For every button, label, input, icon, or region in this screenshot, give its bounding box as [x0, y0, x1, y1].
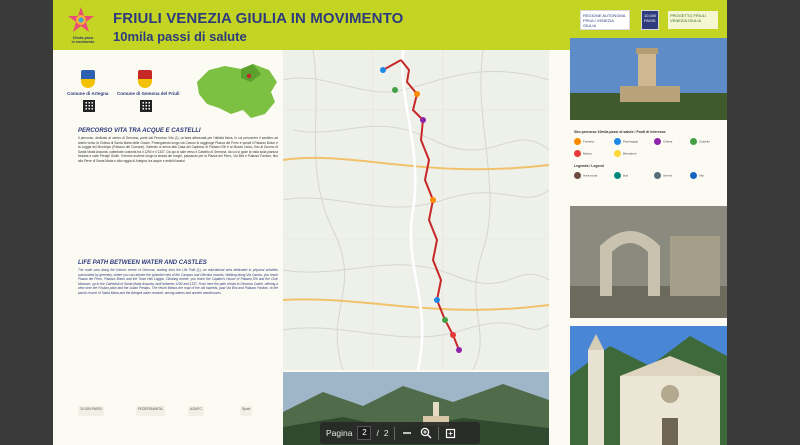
parking-icon	[614, 138, 621, 145]
info-icon	[690, 172, 697, 179]
legend-label-8: Servizi	[663, 173, 673, 178]
legend-label-0: Fontana	[583, 139, 595, 144]
legend-item-9	[690, 172, 704, 179]
legend-label-2: Chiesa	[663, 139, 673, 144]
artegna-crest-icon	[81, 70, 95, 88]
gemona-qr-code	[140, 100, 152, 112]
toolbar-divider	[394, 427, 395, 440]
right-column	[550, 38, 727, 445]
castle-tower-photo	[570, 38, 727, 120]
legend-item-0	[574, 138, 594, 145]
castle-icon	[690, 138, 697, 145]
toolbar-divider-2	[438, 427, 439, 440]
movimento-logo-caption: 10mila passi in movimento	[71, 36, 95, 44]
footer-logo-sport: Sport	[240, 406, 252, 416]
page-separator: /	[376, 428, 379, 438]
artegna-label: Comune di Artegna	[67, 91, 109, 96]
total-pages: 2	[383, 428, 389, 438]
legend-heading-poi: Sito percorso 10mila passi di salute / Punti di interesse	[574, 130, 666, 134]
legend-item-8	[654, 172, 672, 179]
left-column	[53, 50, 283, 445]
zoom-out-button[interactable]	[400, 426, 414, 440]
services-icon	[654, 172, 661, 179]
legend-label-1: Parcheggio	[623, 139, 639, 144]
legend-item-5	[614, 150, 637, 157]
movimento-star-icon	[67, 6, 95, 34]
english-section-title: LIFE PATH BETWEEN WATER AND CASTLES	[78, 260, 207, 266]
region-logo: REGIONE AUTONOMA FRIULI VENEZIA GIULIA	[580, 10, 630, 30]
rest-area-icon	[574, 172, 581, 179]
legend-label-4: Museo	[583, 151, 593, 156]
page-label: Pagina	[326, 428, 353, 438]
english-paragraph: The route runs along the historic centre of Gemona, starting from the Life Path (1), an educational area dedicated to physical activities surrounded by greenery, where you can admire the splendid view of the Campon and Glemina mounts. Walking along Via Cavour, you reach Piazza del Ferro, Palazzo Boton and the Town Hall Loggia. Climbing further, you reach the Captain's House of Palazzo Elti and the Civic Museum, up to the Cathedral of Santa Maria Assunta, built between 1290 and 1337. From here the path climbs to Gemona Castle, offering a view over the Friulian plain and the Julian Prealps. The return follows the road of the old hamlets, past Via Bini and Palazzo Fantoni, to the parish church of Santa Maria and the Artegna water channel, among waters and ancient washhouses.	[78, 268, 278, 295]
legend-item-6	[574, 172, 597, 179]
italian-section-title: PERCORSO VITA TRA ACQUE E CASTELLI	[78, 128, 201, 134]
legend-label-7: Bus	[623, 173, 629, 178]
cathedral-photo	[570, 326, 727, 445]
artegna-qr-code	[83, 100, 95, 112]
legend-label-5: Belvedere	[623, 151, 637, 156]
legend-item-7	[614, 172, 628, 179]
fit-page-icon	[445, 428, 456, 439]
legend-item-3	[690, 138, 710, 145]
passi-logo: 10.000 PASSI	[641, 10, 659, 30]
search-plus-icon	[420, 427, 432, 439]
italian-paragraph: Il percorso, dedicato al centro di Gemona, parte dal Percorso Vita (1), un'area attrezzata per l'attività fisica, in cui percorrere il sentiero ad anello verso la Chiesa di Santa Maria delle Grazie. Proseguendo lungo via Cavour si raggiunge Piazza del Ferro e quindi il Palazzo Boton e la Loggia del Municipio (Palazzo del Comune). Salendo si arriva alla Casa del Capitano di Palazzo Elti e al Museo civico, fino al Duomo di Santa Maria Assunta, cattedrale costruita tra il 1290 e il 1337. Da qui si sale verso il Castello di Gemona, da cui si gode la vista sulla pianura friulana e sulle Prealpi Giulie. Il rientro avviene lungo la strada dei borghi, passando per la Piazza del Ferro, Via Bini e Palazzo Fantoni, fino alla Pieve di Santa Maria e alla roggia di Artegna, tra acque e antichi lavatoi.	[78, 136, 278, 163]
legend-label-9: Info	[699, 173, 705, 178]
footer-logo-federsanita: FEDERSANITÀ	[136, 406, 165, 416]
route-map	[283, 50, 549, 370]
pdf-viewer-toolbar	[320, 422, 480, 444]
poster-subtitle: 10mila passi di salute	[113, 29, 247, 44]
page-number-input[interactable]: 2	[357, 426, 371, 440]
stone-arch-photo	[570, 206, 727, 318]
poster-sheet	[53, 0, 727, 445]
footer-logo-passi: 10.000 PASSI	[78, 406, 104, 416]
footer-logos	[78, 406, 278, 418]
legend-label-6: Area sosta	[583, 173, 598, 178]
project-logo: PROGETTO FRIULI VENEZIA GIULIA	[667, 10, 719, 30]
legend-item-1	[614, 138, 638, 145]
legend-item-4	[574, 150, 592, 157]
viewpoint-icon	[614, 150, 621, 157]
poster-title: FRIULI VENEZIA GIULIA IN MOVIMENTO	[113, 10, 404, 27]
route-map-drawing	[283, 50, 549, 370]
bus-icon	[614, 172, 621, 179]
church-icon	[654, 138, 661, 145]
minus-icon	[402, 428, 412, 438]
footer-logo-asufc: ASUFC	[188, 406, 204, 416]
museum-icon	[574, 150, 581, 157]
zoom-in-button[interactable]	[419, 426, 433, 440]
fountain-icon	[574, 138, 581, 145]
legend-label-3: Castello	[699, 139, 710, 144]
region-map-icon	[191, 60, 283, 122]
legend-heading-main: Legenda / Legend	[574, 164, 604, 168]
fit-page-button[interactable]	[444, 426, 458, 440]
gemona-label: Comune di Gemona del Friuli	[117, 91, 180, 96]
gemona-crest-icon	[138, 70, 152, 88]
legend-item-2	[654, 138, 672, 145]
